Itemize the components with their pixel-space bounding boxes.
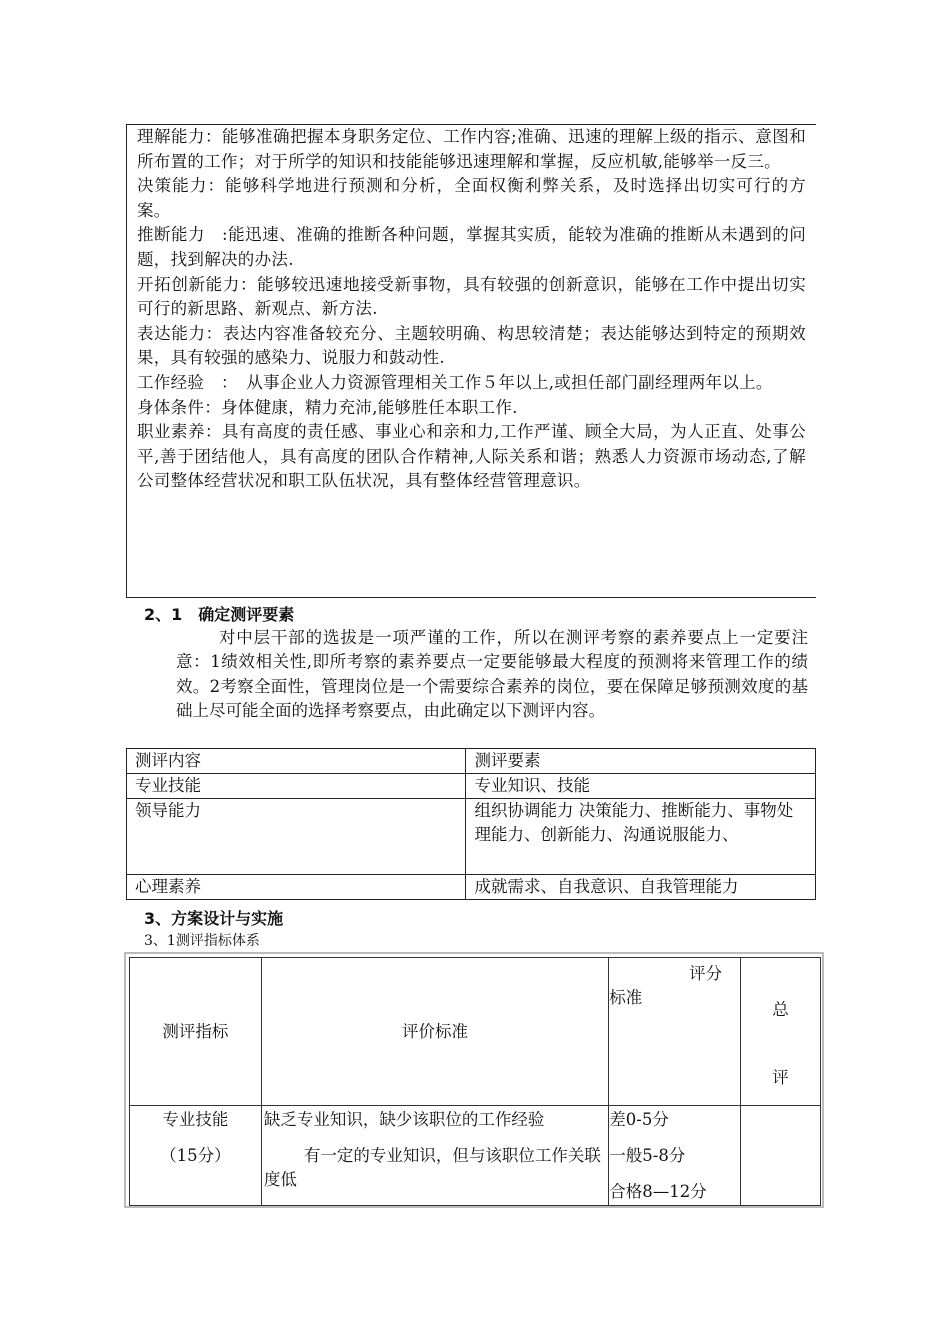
table-cell: 心理素养 [127,875,466,900]
header-criteria [261,958,608,1106]
table-cell: 组织协调能力 决策能力、推断能力、事物处理能力、创新能力、沟通说服能力、 [466,799,816,875]
table-header: 测评要素 [466,749,816,774]
req-decision: 决策能力：能够科学地进行预测和分析，全面权衡利弊关系，及时选择出切实可行的方案。 [137,176,806,220]
requirements-box [126,124,816,598]
table-row [127,875,816,900]
row-indicator-name: 专业技能 [162,1110,229,1129]
req-health: 身体条件：身体健康，精力充沛,能够胜任本职工作. [137,397,518,417]
row-criteria [261,1106,608,1206]
header-total-line2: 评 [772,1068,789,1087]
header-total [741,958,821,1106]
row-indicator [130,1106,262,1206]
criteria-item: 缺乏专业知识，缺少该职位的工作经验 [263,1110,545,1129]
header-score [609,958,741,1106]
table-row [130,1106,821,1206]
table-cell: 领导能力 [127,799,466,875]
evaluation-table [126,748,816,900]
section-3-1-heading: 3、1测评指标体系 [144,933,260,949]
table-header: 测评内容 [127,749,466,774]
row-total [741,1106,821,1206]
row-indicator-points: （15分） [160,1146,231,1165]
req-understanding: 理解能力：能够准确把握本身职务定位、工作内容;准确、迅速的理解上级的指示、意图和所布置的工作；对于所学的知识和技能能够迅速理解和掌握，反应机敏,能够举一反三。 [137,127,806,171]
table-row [130,958,821,1106]
table-row [127,749,816,774]
header-indicator [130,958,262,1106]
row-score [609,1106,741,1206]
req-expression: 表达能力：表达内容准备较充分、主题较明确、构思较清楚；表达能够达到特定的预期效果，具有较强的感染力、说服力和鼓动性. [137,323,806,368]
section-2-1-heading: 2、1 确定测评要素 [144,605,295,624]
criteria-item-text: 有一定的专业知识，但与该职位工作关联度低 [263,1146,601,1189]
req-judgment: 推断能力 :能迅速、准确的推断各种问题，掌握其实质，能较为准确的推断从未遇到的问题，找到解决的办法. [137,225,806,269]
table-cell: 成就需求、自我意识、自我管理能力 [466,875,816,900]
header-indicator-label: 测评指标 [162,1021,229,1041]
section-2-1-paragraph [176,626,808,724]
req-experience: 工作经验 ： 从事企业人力资源管理相关工作５年以上,或担任部门副经理两年以上。 [137,372,773,392]
index-table [129,957,821,1206]
header-score-line2: 标准 [609,988,643,1007]
score-item: 一般5-8分 [609,1146,686,1165]
section-3-heading: 3、方案设计与实施 [144,909,284,928]
criteria-item [264,1144,608,1192]
score-item: 合格8—12分 [609,1182,707,1201]
header-criteria-label: 评价标准 [402,1021,469,1041]
score-item: 差0-5分 [609,1110,669,1129]
header-total-line1: 总 [772,1000,789,1019]
index-table-frame [124,952,824,1208]
table-row [127,799,816,875]
table-cell: 专业技能 [127,774,466,799]
req-innovation: 开拓创新能力：能够较迅速地接受新事物，具有较强的创新意识，能够在工作中提出切实可行的新思路、新观点、新方法. [137,274,806,319]
req-professionalism: 职业素养：具有高度的责任感、事业心和亲和力,工作严谨、顾全大局，为人正直、处事公平,善于团结他人，具有高度的团队合作精神,人际关系和谐；熟悉人力资源市场动态,了解公司整体经营状况和职工队伍状况，具有整体经营管理意识。 [137,422,806,491]
table-row [127,774,816,799]
header-score-line1: 评分 [689,964,723,983]
section-2-1-text: 对中层干部的选拔是一项严谨的工作，所以在测评考察的素养要点上一定要注意：1绩效相关性,即所考察的素养要点一定要能够最大程度的预测将来管理工作的绩效。2考察全面性，管理岗位是一个需要综合素养的岗位，要在保障足够预测效度的基础上尽可能全面的选择考察要点，由此确定以下测评内容。 [176,628,808,721]
table-cell: 专业知识、技能 [466,774,816,799]
